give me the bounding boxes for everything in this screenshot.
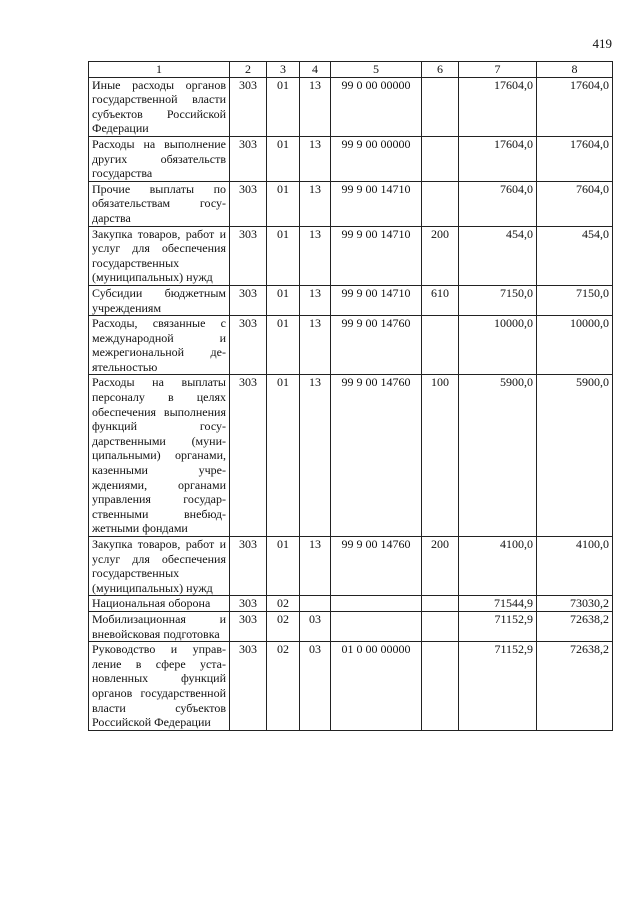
row-article-cell: 99 9 00 14710: [331, 285, 422, 315]
table-row: [89, 226, 613, 285]
row-subsection-cell: 13: [300, 226, 331, 285]
row-amount-1-cell: 17604,0: [459, 136, 537, 181]
row-name-cell: Иные расходы органов государственной власти субъектов Российской Федерации: [89, 77, 230, 136]
row-name-cell: Расходы на выплаты персоналу в целях обеспечения выполнения функций государственными (муниципальными) органами, казенными учреждениями, органами управления государственными внебюджетными фондами: [89, 375, 230, 537]
row-section-cell: 02: [267, 596, 300, 612]
row-amount-2-cell: 4100,0: [537, 537, 613, 596]
table-row: [89, 537, 613, 596]
row-subsection-cell: 13: [300, 375, 331, 537]
row-code-cell: 303: [230, 181, 267, 226]
table-row: [89, 316, 613, 375]
row-amount-2-cell: 7150,0: [537, 285, 613, 315]
row-type-cell: [422, 316, 459, 375]
table-row: [89, 611, 613, 641]
row-subsection-cell: 03: [300, 611, 331, 641]
row-amount-1-cell: 10000,0: [459, 316, 537, 375]
row-section-cell: 01: [267, 226, 300, 285]
row-code-cell: 303: [230, 611, 267, 641]
row-name-cell: Закупка товаров, работ и услуг для обеспечения государственных (муниципальных) нужд: [89, 226, 230, 285]
column-header: 1: [89, 62, 230, 78]
table-row: [89, 136, 613, 181]
row-amount-2-cell: 454,0: [537, 226, 613, 285]
row-code-cell: 303: [230, 316, 267, 375]
row-code-cell: 303: [230, 537, 267, 596]
row-code-cell: 303: [230, 596, 267, 612]
row-type-cell: [422, 596, 459, 612]
row-amount-1-cell: 71544,9: [459, 596, 537, 612]
row-type-cell: [422, 77, 459, 136]
table-row: [89, 596, 613, 612]
row-name-cell: Мобилизационная и вневойсковая подготовка: [89, 611, 230, 641]
column-header: 6: [422, 62, 459, 78]
row-subsection-cell: 13: [300, 77, 331, 136]
row-amount-1-cell: 71152,9: [459, 611, 537, 641]
row-code-cell: 303: [230, 642, 267, 731]
row-section-cell: 01: [267, 285, 300, 315]
row-section-cell: 02: [267, 611, 300, 641]
table-row: [89, 375, 613, 537]
row-subsection-cell: 13: [300, 285, 331, 315]
row-article-cell: 99 9 00 14710: [331, 181, 422, 226]
row-article-cell: 99 9 00 00000: [331, 136, 422, 181]
column-header: 3: [267, 62, 300, 78]
row-amount-2-cell: 5900,0: [537, 375, 613, 537]
row-type-cell: 200: [422, 226, 459, 285]
row-amount-1-cell: 7604,0: [459, 181, 537, 226]
row-article-cell: 99 9 00 14760: [331, 316, 422, 375]
row-code-cell: 303: [230, 285, 267, 315]
row-name-cell: Субсидии бюджетным учреждениям: [89, 285, 230, 315]
table-row: [89, 642, 613, 731]
row-type-cell: [422, 611, 459, 641]
row-subsection-cell: [300, 596, 331, 612]
row-section-cell: 01: [267, 537, 300, 596]
row-amount-2-cell: 17604,0: [537, 77, 613, 136]
row-amount-1-cell: 4100,0: [459, 537, 537, 596]
row-name-cell: Руководство и управление в сфере установленных функций органов государственной власти субъектов Российской Федерации: [89, 642, 230, 731]
row-subsection-cell: 13: [300, 316, 331, 375]
row-amount-1-cell: 454,0: [459, 226, 537, 285]
row-section-cell: 01: [267, 181, 300, 226]
row-amount-2-cell: 17604,0: [537, 136, 613, 181]
row-name-cell: Расходы, связанные с международной и межрегиональной деятельностью: [89, 316, 230, 375]
table-row: [89, 285, 613, 315]
row-article-cell: 01 0 00 00000: [331, 642, 422, 731]
column-header: 4: [300, 62, 331, 78]
row-subsection-cell: 13: [300, 136, 331, 181]
table-row: [89, 181, 613, 226]
row-subsection-cell: 13: [300, 537, 331, 596]
row-amount-1-cell: 5900,0: [459, 375, 537, 537]
column-header: 5: [331, 62, 422, 78]
table-row: [89, 77, 613, 136]
row-name-cell: Закупка товаров, работ и услуг для обеспечения государственных (муниципальных) нужд: [89, 537, 230, 596]
row-type-cell: [422, 642, 459, 731]
row-amount-1-cell: 17604,0: [459, 77, 537, 136]
row-section-cell: 01: [267, 316, 300, 375]
row-section-cell: 01: [267, 375, 300, 537]
row-article-cell: 99 9 00 14760: [331, 537, 422, 596]
column-header: 7: [459, 62, 537, 78]
page-number: 419: [592, 36, 612, 51]
row-type-cell: 610: [422, 285, 459, 315]
row-name-cell: Прочие выплаты по обязательствам государства: [89, 181, 230, 226]
row-type-cell: [422, 136, 459, 181]
row-type-cell: [422, 181, 459, 226]
row-amount-2-cell: 72638,2: [537, 611, 613, 641]
row-code-cell: 303: [230, 226, 267, 285]
row-article-cell: 99 9 00 14760: [331, 375, 422, 537]
row-amount-2-cell: 7604,0: [537, 181, 613, 226]
row-article-cell: [331, 611, 422, 641]
row-section-cell: 01: [267, 77, 300, 136]
row-name-cell: Национальная оборона: [89, 596, 230, 612]
row-amount-2-cell: 72638,2: [537, 642, 613, 731]
row-type-cell: 100: [422, 375, 459, 537]
column-header: 2: [230, 62, 267, 78]
budget-table: [88, 61, 613, 731]
row-code-cell: 303: [230, 77, 267, 136]
row-article-cell: 99 9 00 14710: [331, 226, 422, 285]
row-section-cell: 02: [267, 642, 300, 731]
row-amount-2-cell: 10000,0: [537, 316, 613, 375]
row-section-cell: 01: [267, 136, 300, 181]
row-subsection-cell: 03: [300, 642, 331, 731]
column-header: 8: [537, 62, 613, 78]
table-body: [89, 77, 613, 730]
row-article-cell: 99 0 00 00000: [331, 77, 422, 136]
row-amount-1-cell: 7150,0: [459, 285, 537, 315]
row-subsection-cell: 13: [300, 181, 331, 226]
row-code-cell: 303: [230, 136, 267, 181]
row-amount-2-cell: 73030,2: [537, 596, 613, 612]
row-code-cell: 303: [230, 375, 267, 537]
header-row: [89, 62, 613, 78]
row-name-cell: Расходы на выполнение других обязательств государства: [89, 136, 230, 181]
row-amount-1-cell: 71152,9: [459, 642, 537, 731]
row-article-cell: [331, 596, 422, 612]
row-type-cell: 200: [422, 537, 459, 596]
